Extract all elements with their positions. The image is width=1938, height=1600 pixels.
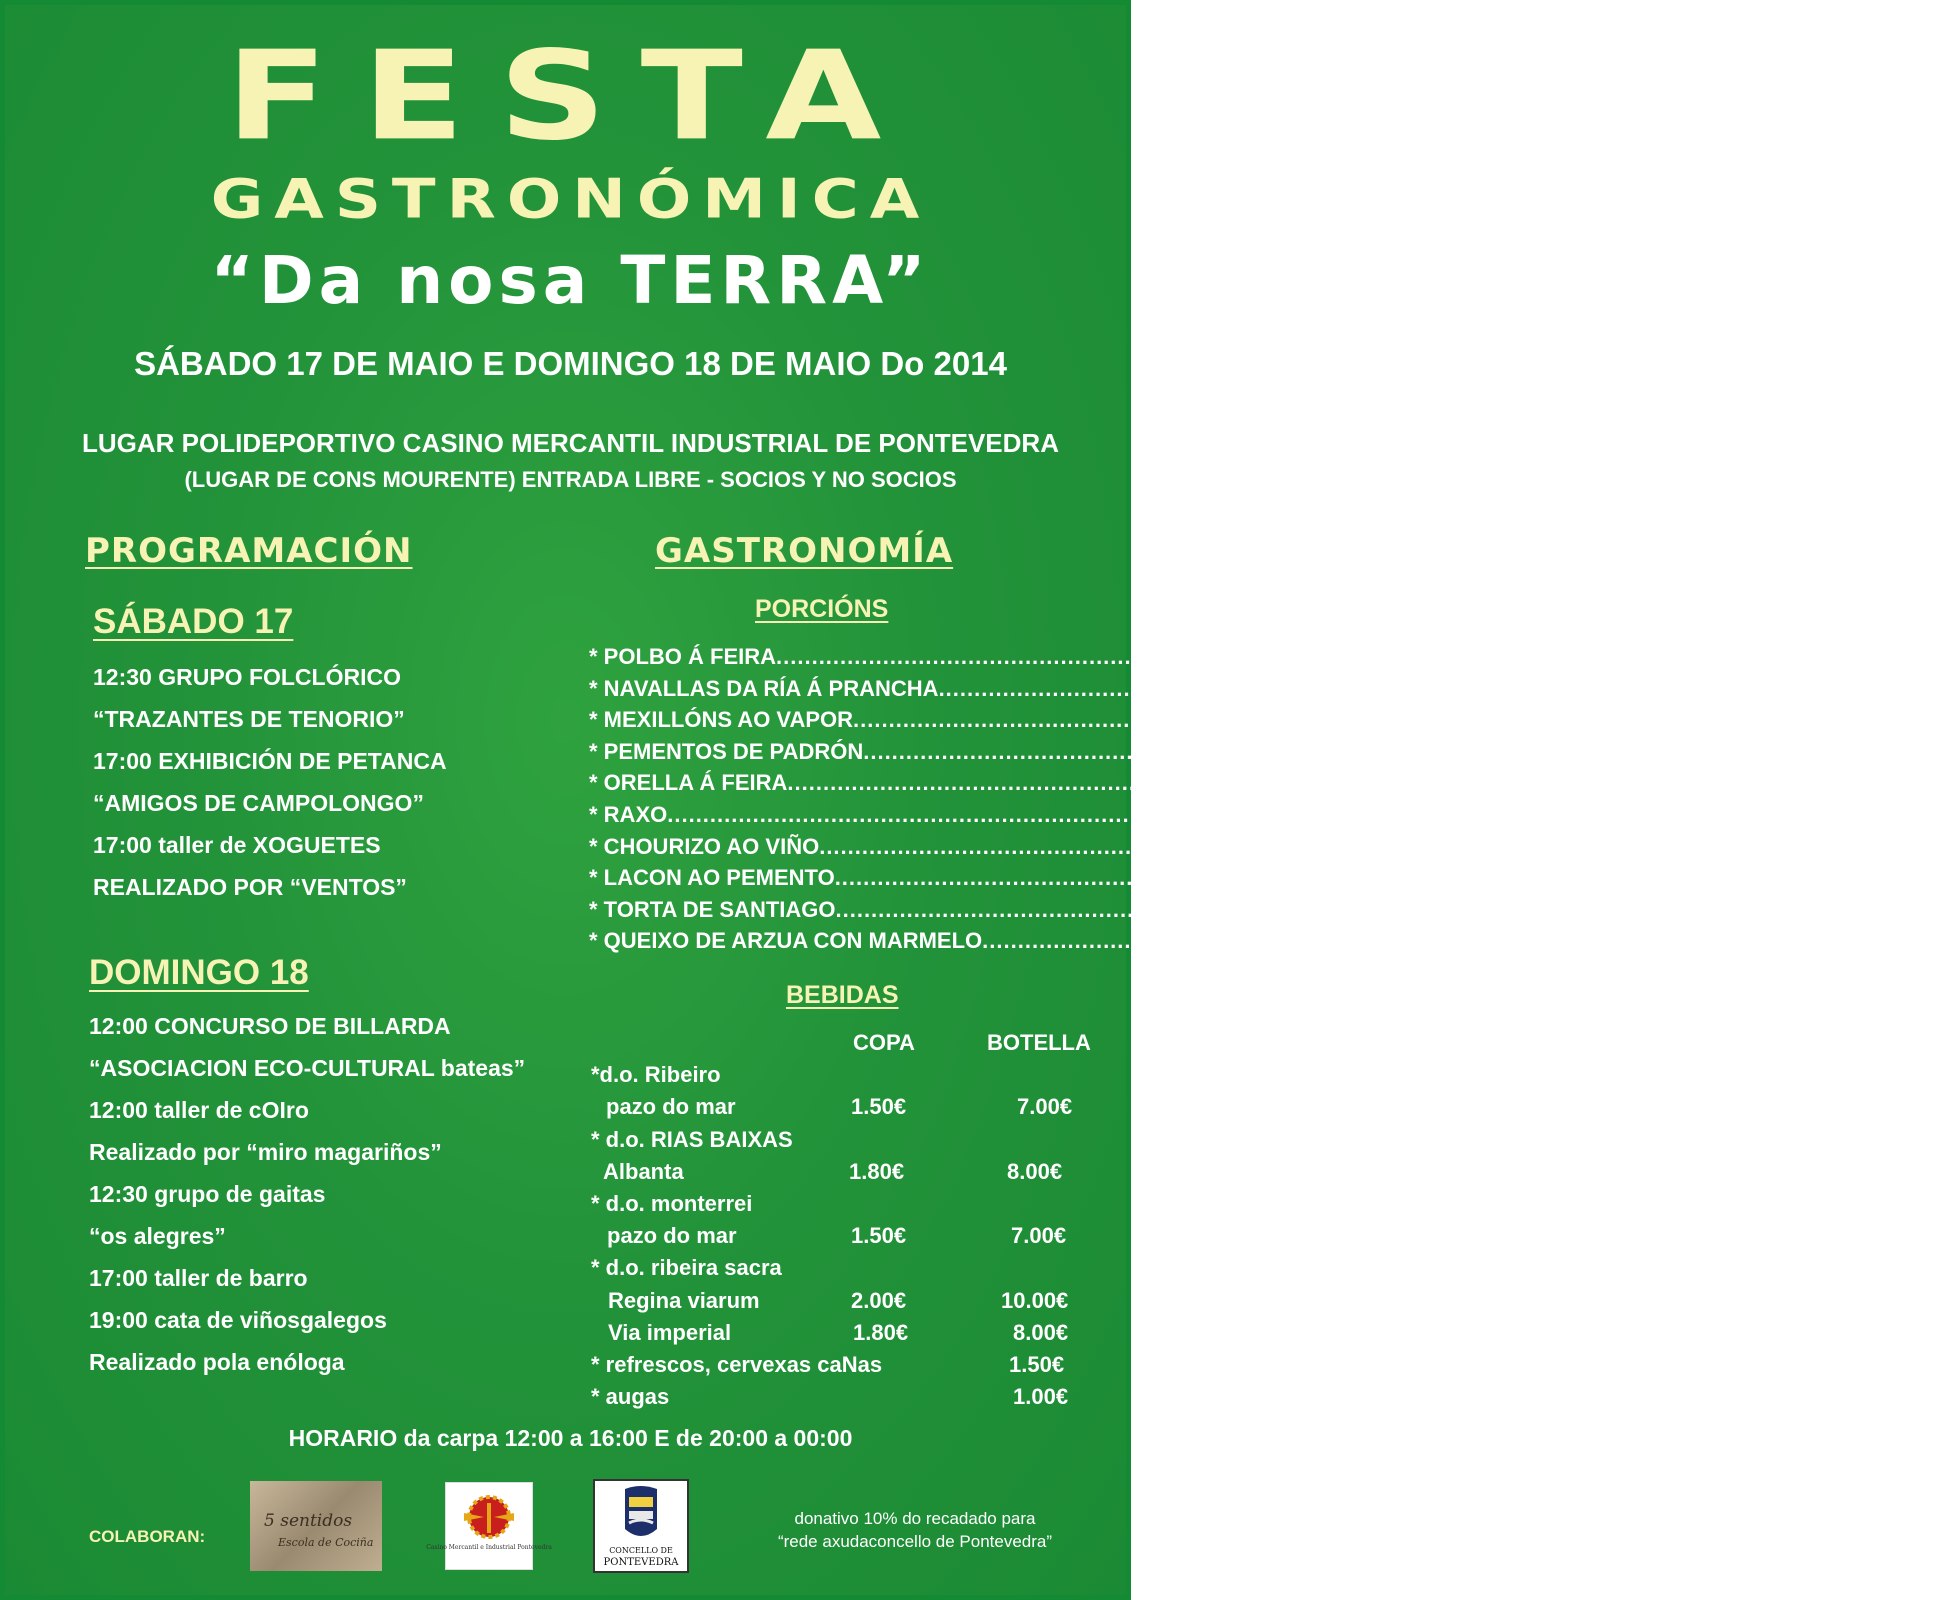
programme-line: 12:00 CONCURSO DE BILLARDA <box>89 1013 451 1039</box>
bebida-row <box>5 1381 1136 1413</box>
bebidas-table <box>5 1027 1136 1413</box>
botella-column-header: BOTELLA <box>987 1030 1091 1055</box>
menu-item-price: 7€ <box>1766 865 1791 891</box>
location-line-1: LUGAR POLIDEPORTIVO CASINO MERCANTIL INDUSTRIAL DE PONTEVEDRA <box>82 428 1059 458</box>
casino-name: Casino Mercantil e Industrial Pontevedra <box>426 1544 552 1551</box>
bebida-copa-price: 1.50€ <box>851 1094 907 1120</box>
bebida-copa-price: 1.80€ <box>853 1319 909 1345</box>
programme-line: “ASOCIACION ECO-CULTURAL bateas” <box>89 1055 526 1081</box>
bebida-label: * d.o. monterrei <box>591 1190 753 1216</box>
menu-item-name: * NAVALLAS DA RÍA Á PRANCHA <box>589 675 939 701</box>
bebida-label: * d.o. RIAS BAIXAS <box>591 1126 793 1152</box>
menu-item-price: 5.50€ <box>1598 801 1655 827</box>
programme-line: 17:00 EXHIBICIÓN DE PETANCA <box>93 748 447 774</box>
menu-item <box>589 736 1820 768</box>
pontevedra-crest-icon <box>595 1481 687 1571</box>
bebida-row <box>5 1252 1136 1284</box>
menu-item-price: 4€ <box>1794 738 1820 764</box>
bebida-row <box>5 1349 1136 1381</box>
gastronomica-subtitle: GASTRONÓMICA <box>210 168 931 232</box>
event-date: SÁBADO 17 DE MAIO E DOMINGO 18 DE MAIO Do 2014 <box>134 345 1007 382</box>
bebida-copa-price: 1.50€ <box>851 1223 907 1249</box>
bebida-row <box>5 1091 1136 1123</box>
gastronomia-heading: GASTRONOMÍA <box>655 531 954 571</box>
bebida-botella-price: 8.00€ <box>1007 1158 1063 1184</box>
menu-item-name: * ORELLA Á FEIRA <box>589 770 788 796</box>
bebida-botella-price: 1.00€ <box>1013 1384 1069 1410</box>
bebida-row <box>5 1317 1136 1349</box>
copa-column-header: COPA <box>853 1030 915 1055</box>
menu-item-name: * CHOURIZO AO VIÑO <box>589 833 820 859</box>
programme-line: “AMIGOS DE CAMPOLONGO” <box>93 790 424 816</box>
menu-item-name: * RAXO <box>589 801 668 827</box>
menu-item-name: * LACON AO PEMENTO <box>589 865 835 891</box>
menu-item <box>589 767 1744 799</box>
menu-item-price: 8€ <box>1870 675 1895 701</box>
concello-line1: CONCELLO DE <box>609 1546 673 1555</box>
menu-item-price: 8€ <box>1707 644 1733 669</box>
cinco-sentidos-logo <box>250 1481 382 1571</box>
programme-line: 17:00 taller de barro <box>89 1265 308 1291</box>
horario-carpa: HORARIO da carpa 12:00 a 16:00 E de 20:00 a 00:00 <box>288 1425 853 1451</box>
programme-line: “TRAZANTES DE TENORIO” <box>93 706 405 732</box>
logo-text: 5 sentidos <box>264 1511 353 1531</box>
bebida-botella-price: 10.00€ <box>1001 1287 1069 1313</box>
menu-item <box>589 925 1938 957</box>
menu-item-price: 4€ <box>1719 770 1744 796</box>
bebida-row <box>5 1220 1136 1252</box>
concello-pontevedra-logo <box>593 1479 689 1573</box>
bebida-label: Regina viarum <box>608 1287 760 1313</box>
slogan: “Da nosa TERRA” <box>210 242 931 319</box>
bebida-label: pazo do mar <box>607 1223 737 1249</box>
programme-line: 12:30 GRUPO FOLCLÓRICO <box>93 664 401 690</box>
bebida-copa-price: 2.00€ <box>851 1287 907 1313</box>
menu-item-name: * TORTA DE SANTIAGO <box>589 896 836 922</box>
bebidas-header-row <box>5 1027 1136 1059</box>
menu-item-price: 3€ <box>1750 833 1776 859</box>
bebida-row <box>5 1156 1136 1188</box>
donativo-line: “rede axudaconcello de Pontevedra” <box>777 1532 1053 1551</box>
menu-item <box>589 704 1810 736</box>
menu-item-name: * QUEIXO DE ARZUA CON MARMELO <box>589 928 983 954</box>
bebida-botella-price: 1.50€ <box>1009 1351 1065 1377</box>
menu-item-name: * MEXILLÓNS AO VAPOR <box>589 707 854 733</box>
bebida-botella-price: 7.00€ <box>1011 1223 1067 1249</box>
location-line-2: (LUGAR DE CONS MOURENTE) ENTRADA LIBRE - SOCIOS Y NO SOCIOS <box>184 467 957 492</box>
programme-line: Realizado pola enóloga <box>89 1349 345 1375</box>
colaboran-label: COLABORAN: <box>89 1527 206 1546</box>
bebida-copa-price: 1.80€ <box>849 1158 905 1184</box>
menu-item <box>589 799 1655 831</box>
concello-line2: PONTEVEDRA <box>603 1557 679 1568</box>
menu-item <box>589 862 1791 894</box>
menu-item-name: * POLBO Á FEIRA <box>589 644 777 669</box>
saturday-programme <box>93 656 447 908</box>
menu-item <box>589 894 1792 926</box>
menu-item-price: 3€ <box>1767 896 1792 922</box>
menu-item <box>589 641 1733 673</box>
bebida-label: Albanta <box>603 1158 684 1184</box>
bebida-label: * d.o. ribeira sacra <box>591 1255 782 1281</box>
sunday-heading: DOMINGO 18 <box>89 953 309 992</box>
bebidas-heading: BEBIDAS <box>786 981 899 1009</box>
programme-line: REALIZADO POR “VENTOS” <box>93 874 407 900</box>
programme-line: “os alegres” <box>89 1223 226 1249</box>
porcions-heading: PORCIÓNS <box>755 595 889 623</box>
bebida-botella-price: 7.00€ <box>1017 1094 1073 1120</box>
programme-line: 17:00 taller de XOGUETES <box>93 832 381 858</box>
festa-title: FESTA <box>225 25 916 168</box>
bebida-label: * augas <box>591 1384 670 1410</box>
menu-item <box>589 831 1776 863</box>
donativo-note <box>705 1507 1125 1553</box>
bebida-row <box>5 1124 1136 1156</box>
casino-emblem-icon <box>426 1483 552 1569</box>
bebida-row <box>5 1188 1136 1220</box>
saturday-heading: SÁBADO 17 <box>93 602 294 641</box>
bebida-label: Via imperial <box>608 1319 732 1345</box>
logo-subtext: Escola de Cociña <box>278 1536 374 1549</box>
menu-item-price: 4€ <box>1784 707 1810 733</box>
porcions-menu <box>589 641 1938 957</box>
bebida-label: *d.o. Ribeiro <box>591 1062 721 1088</box>
menu-item-name: * PEMENTOS DE PADRÓN <box>589 738 864 764</box>
bebida-botella-price: 8.00€ <box>1013 1319 1069 1345</box>
bebida-label: * refrescos, cervexas caNas <box>591 1351 883 1377</box>
bebida-label: pazo do mar <box>606 1094 736 1120</box>
bebida-row <box>5 1285 1136 1317</box>
donativo-line: donativo 10% do recadado para <box>794 1509 1036 1528</box>
programme-line: 12:30 grupo de gaitas <box>89 1181 326 1207</box>
bebida-row <box>5 1059 1136 1091</box>
programacion-heading: PROGRAMACIÓN <box>85 531 413 571</box>
programme-line: 12:00 taller de cOIro <box>89 1097 309 1123</box>
casino-mercantil-logo <box>426 1482 552 1570</box>
programme-line: 19:00 cata de viñosgalegos <box>89 1307 387 1333</box>
programme-line: Realizado por “miro magariños” <box>89 1139 442 1165</box>
menu-item-price: 3€ <box>1913 928 1938 954</box>
menu-item <box>589 673 1895 705</box>
